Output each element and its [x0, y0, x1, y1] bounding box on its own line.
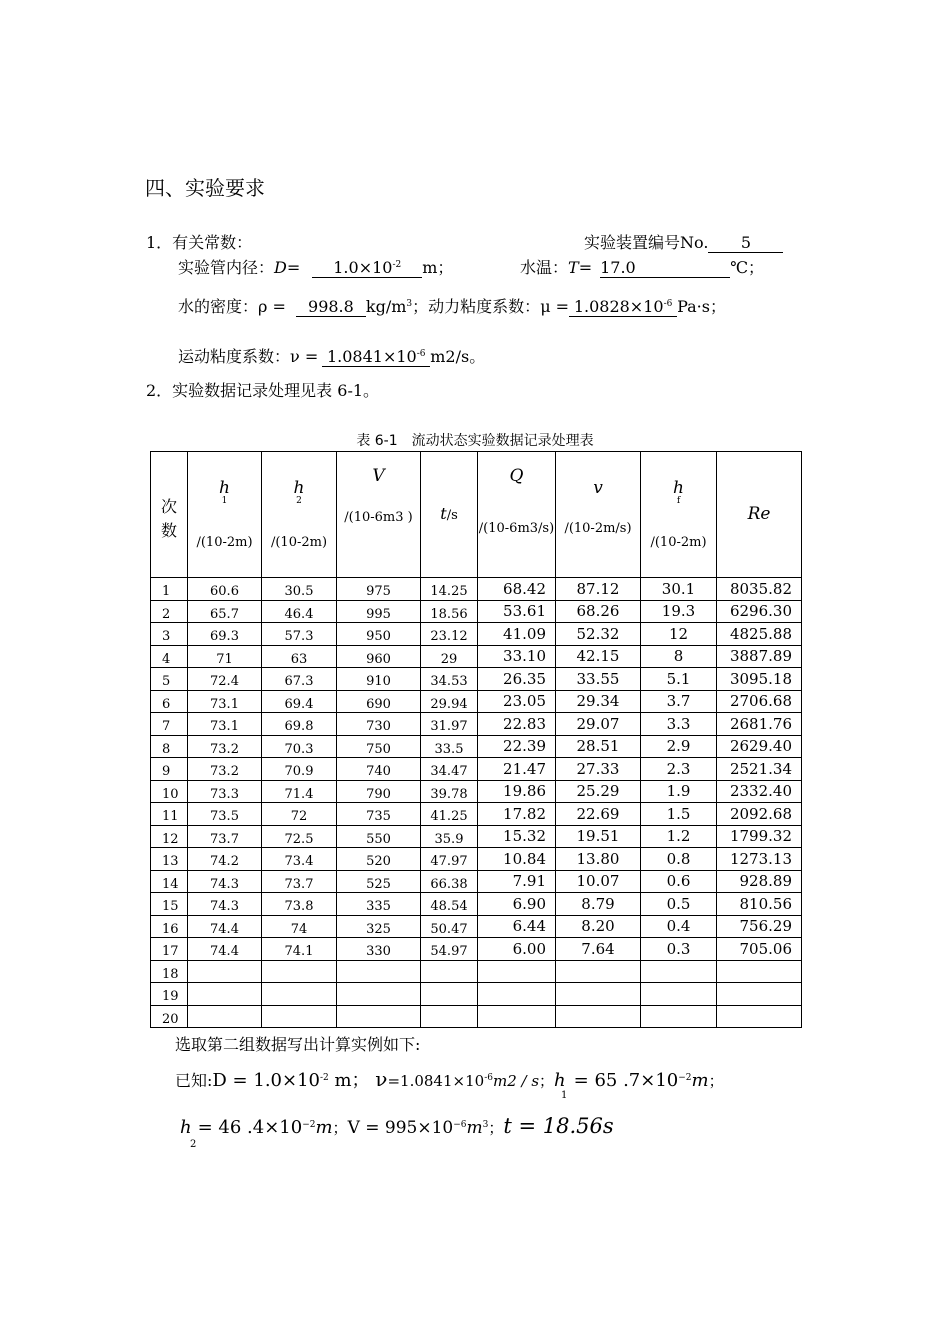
cell-head-loss: 8 — [641, 645, 717, 668]
cell-flow-rate: 7.91 — [478, 870, 556, 893]
table-row — [151, 983, 802, 1006]
cell-reynolds: 756.29 — [717, 915, 802, 938]
cell-velocity: 68.26 — [556, 600, 641, 623]
cell-volume — [337, 960, 421, 983]
T-unit: ℃； — [730, 258, 764, 277]
nu-value: $1.0841\times 10^{-6}$ — [322, 345, 430, 367]
cell-index: 16 — [151, 915, 188, 938]
cell-flow-rate: 6.00 — [478, 938, 556, 961]
mu-value: $1.0828\times 10^{-6}$ — [569, 295, 677, 317]
cell-reynolds: 2681.76 — [717, 713, 802, 736]
cell-h2: 67.3 — [262, 668, 337, 691]
cell-reynolds: 8035.82 — [717, 578, 802, 601]
cell-head-loss: 0.3 — [641, 938, 717, 961]
cell-volume: 960 — [337, 645, 421, 668]
cell-head-loss: 0.8 — [641, 848, 717, 871]
cell-volume: 690 — [337, 690, 421, 713]
cell-flow-rate: 21.47 — [478, 758, 556, 781]
table-row — [151, 578, 802, 601]
cell-index: 20 — [151, 1005, 188, 1028]
cell-reynolds — [717, 1005, 802, 1028]
cell-head-loss: 12 — [641, 623, 717, 646]
cell-reynolds: 2092.68 — [717, 803, 802, 826]
table-row — [151, 780, 802, 803]
cell-time: 48.54 — [421, 893, 478, 916]
cell-head-loss: 3.7 — [641, 690, 717, 713]
cell-velocity — [556, 1005, 641, 1028]
known-values-line — [175, 1066, 724, 1101]
cell-h1: 69.3 — [188, 623, 262, 646]
cell-reynolds — [717, 960, 802, 983]
cell-index: 1 — [151, 578, 188, 601]
cell-reynolds: 6296.30 — [717, 600, 802, 623]
cell-velocity: 33.55 — [556, 668, 641, 691]
rho-value: 998.8 — [296, 298, 366, 317]
cell-time: 31.97 — [421, 713, 478, 736]
cell-h2 — [262, 1005, 337, 1028]
calc-separator: ； — [539, 1072, 555, 1090]
cell-index: 5 — [151, 668, 188, 691]
cell-volume: 520 — [337, 848, 421, 871]
cell-h1: 65.7 — [188, 600, 262, 623]
cell-index: 17 — [151, 938, 188, 961]
cell-h2: 72.5 — [262, 825, 337, 848]
known-values-line-2 — [180, 1114, 614, 1150]
cell-reynolds: 928.89 — [717, 870, 802, 893]
cell-head-loss: 1.9 — [641, 780, 717, 803]
cell-index: 11 — [151, 803, 188, 826]
cell-flow-rate: 15.32 — [478, 825, 556, 848]
T-symbol: T= — [568, 258, 593, 277]
cell-time: 29 — [421, 645, 478, 668]
cell-h2: 74.1 — [262, 938, 337, 961]
cell-flow-rate: 26.35 — [478, 668, 556, 691]
cell-volume: 995 — [337, 600, 421, 623]
cell-h1 — [188, 983, 262, 1006]
cell-volume: 790 — [337, 780, 421, 803]
data-reference-line: 2．实验数据记录处理见表 6-1。 — [146, 381, 380, 400]
calc-D: $D = 1.0\times 10^{-2}$ m； — [212, 1070, 370, 1091]
cell-flow-rate: 10.84 — [478, 848, 556, 871]
cell-h2: 63 — [262, 645, 337, 668]
cell-velocity: 22.69 — [556, 803, 641, 826]
cell-volume: 550 — [337, 825, 421, 848]
density-line — [178, 294, 726, 317]
cell-h1: 73.2 — [188, 758, 262, 781]
device-label: 实验装置编号No. — [584, 233, 709, 252]
calc-nu: $=1.0841\times 10^{-6}m2 / s$ — [387, 1072, 540, 1090]
table-row — [151, 825, 802, 848]
cell-reynolds: 705.06 — [717, 938, 802, 961]
table-row — [151, 645, 802, 668]
cell-flow-rate: 23.05 — [478, 690, 556, 713]
cell-time: 66.38 — [421, 870, 478, 893]
table-row — [151, 870, 802, 893]
cell-index: 7 — [151, 713, 188, 736]
header-velocity: v /(10-2m/s) — [556, 452, 641, 578]
known-label: 已知: — [175, 1071, 213, 1090]
cell-velocity: 19.51 — [556, 825, 641, 848]
cell-flow-rate: 22.83 — [478, 713, 556, 736]
cell-flow-rate — [478, 983, 556, 1006]
table-row — [151, 600, 802, 623]
cell-time: 34.53 — [421, 668, 478, 691]
cell-flow-rate: 22.39 — [478, 735, 556, 758]
cell-reynolds: 2521.34 — [717, 758, 802, 781]
table-row — [151, 960, 802, 983]
cell-time: 39.78 — [421, 780, 478, 803]
cell-h2: 73.7 — [262, 870, 337, 893]
cell-reynolds: 2706.68 — [717, 690, 802, 713]
cell-velocity: 28.51 — [556, 735, 641, 758]
header-volume: V /(10-6m3 ) — [337, 452, 421, 578]
cell-h2: 73.4 — [262, 848, 337, 871]
cell-time: 47.97 — [421, 848, 478, 871]
calc-h1: h 1 = 65 $.7\times 10^{-2}m$ — [554, 1070, 709, 1101]
cell-h2 — [262, 983, 337, 1006]
section-heading: 四、实验要求 — [145, 176, 265, 200]
table-row — [151, 1005, 802, 1028]
cell-reynolds: 3887.89 — [717, 645, 802, 668]
cell-velocity: 8.20 — [556, 915, 641, 938]
cell-head-loss: 5.1 — [641, 668, 717, 691]
cell-head-loss: 1.5 — [641, 803, 717, 826]
cell-h1: 73.1 — [188, 713, 262, 736]
table-row — [151, 893, 802, 916]
header-time: t/s — [421, 452, 478, 578]
cell-volume: 330 — [337, 938, 421, 961]
cell-head-loss: 0.6 — [641, 870, 717, 893]
cell-h1: 71 — [188, 645, 262, 668]
cell-h2: 72 — [262, 803, 337, 826]
cell-h2: 73.8 — [262, 893, 337, 916]
table-row — [151, 803, 802, 826]
pipe-diameter-label: 实验管内径： — [178, 258, 275, 277]
cell-flow-rate: 33.10 — [478, 645, 556, 668]
cell-time: 34.47 — [421, 758, 478, 781]
cell-head-loss: 19.3 — [641, 600, 717, 623]
cell-time: 18.56 — [421, 600, 478, 623]
cell-velocity — [556, 960, 641, 983]
cell-h1: 74.4 — [188, 915, 262, 938]
calc-h2: h 2 = 46 $.4\times 10^{-2}m$ — [180, 1117, 333, 1150]
cell-volume — [337, 1005, 421, 1028]
device-number-value: 5 — [708, 234, 783, 253]
cell-h2: 74 — [262, 915, 337, 938]
cell-flow-rate: 41.09 — [478, 623, 556, 646]
cell-volume: 950 — [337, 623, 421, 646]
cell-velocity: 10.07 — [556, 870, 641, 893]
cell-velocity: 13.80 — [556, 848, 641, 871]
cell-h1: 73.1 — [188, 690, 262, 713]
cell-index: 18 — [151, 960, 188, 983]
cell-h2: 46.4 — [262, 600, 337, 623]
calc-V: $V = 995\times 10^{-6}m^3$ — [347, 1118, 489, 1138]
viscosity-label: 动力粘度系数： — [428, 297, 541, 316]
cell-volume: 335 — [337, 893, 421, 916]
cell-volume: 910 — [337, 668, 421, 691]
cell-volume: 740 — [337, 758, 421, 781]
kinematic-label: 运动粘度系数： — [178, 347, 291, 366]
cell-index: 14 — [151, 870, 188, 893]
cell-velocity: 27.33 — [556, 758, 641, 781]
cell-time — [421, 960, 478, 983]
cell-time: 54.97 — [421, 938, 478, 961]
cell-index: 8 — [151, 735, 188, 758]
cell-head-loss: 1.2 — [641, 825, 717, 848]
cell-velocity: 52.32 — [556, 623, 641, 646]
cell-h1: 72.4 — [188, 668, 262, 691]
cell-reynolds: 810.56 — [717, 893, 802, 916]
rho-symbol: ρ = — [258, 297, 286, 316]
cell-volume: 975 — [337, 578, 421, 601]
cell-index: 12 — [151, 825, 188, 848]
cell-index: 13 — [151, 848, 188, 871]
table-row — [151, 848, 802, 871]
cell-h1 — [188, 1005, 262, 1028]
cell-h2: 70.3 — [262, 735, 337, 758]
header-head-loss: h f /(10-2m) — [641, 452, 717, 578]
cell-h1: 74.2 — [188, 848, 262, 871]
cell-head-loss — [641, 960, 717, 983]
table-row — [151, 938, 802, 961]
cell-flow-rate: 53.61 — [478, 600, 556, 623]
cell-index: 2 — [151, 600, 188, 623]
header-flow-rate: Q /(10-6m3/s) — [478, 452, 556, 578]
cell-volume: 735 — [337, 803, 421, 826]
cell-time: 50.47 — [421, 915, 478, 938]
header-index: 次 数 — [151, 452, 188, 578]
cell-time: 23.12 — [421, 623, 478, 646]
table-row — [151, 758, 802, 781]
cell-head-loss: 30.1 — [641, 578, 717, 601]
cell-h1 — [188, 960, 262, 983]
calc-separator: ； — [708, 1072, 724, 1090]
table-row — [151, 713, 802, 736]
calc-nu-symbol: ν — [375, 1067, 388, 1091]
cell-volume — [337, 983, 421, 1006]
cell-h2: 30.5 — [262, 578, 337, 601]
table-row — [151, 735, 802, 758]
water-temp-line — [520, 255, 764, 278]
cell-head-loss: 2.9 — [641, 735, 717, 758]
cell-h1: 74.3 — [188, 893, 262, 916]
cell-reynolds: 1273.13 — [717, 848, 802, 871]
table-caption: 表 6-1 流动状态实验数据记录处理表 — [356, 433, 594, 449]
cell-time — [421, 983, 478, 1006]
cell-reynolds — [717, 983, 802, 1006]
header-h1: h 1 /(10-2m) — [188, 452, 262, 578]
D-value: $1.0\times 10^{-2}$ — [312, 256, 422, 278]
cell-h1: 73.7 — [188, 825, 262, 848]
cell-h2: 69.8 — [262, 713, 337, 736]
cell-velocity: 7.64 — [556, 938, 641, 961]
cell-time: 33.5 — [421, 735, 478, 758]
cell-h1: 60.6 — [188, 578, 262, 601]
cell-index: 19 — [151, 983, 188, 1006]
cell-time: 41.25 — [421, 803, 478, 826]
D-symbol: D= — [274, 258, 301, 277]
cell-velocity: 29.34 — [556, 690, 641, 713]
calc-separator: ； — [332, 1119, 348, 1137]
cell-head-loss: 0.5 — [641, 893, 717, 916]
cell-reynolds: 2332.40 — [717, 780, 802, 803]
cell-h1: 73.5 — [188, 803, 262, 826]
cell-h2 — [262, 960, 337, 983]
cell-flow-rate: 6.90 — [478, 893, 556, 916]
water-temp-label: 水温： — [520, 258, 569, 277]
cell-flow-rate: 6.44 — [478, 915, 556, 938]
cell-velocity: 87.12 — [556, 578, 641, 601]
cell-reynolds: 3095.18 — [717, 668, 802, 691]
cell-index: 4 — [151, 645, 188, 668]
device-number — [584, 230, 783, 253]
cell-reynolds: 1799.32 — [717, 825, 802, 848]
cell-h1: 73.3 — [188, 780, 262, 803]
nu-unit: m2/s。 — [430, 347, 486, 366]
cell-time: 29.94 — [421, 690, 478, 713]
cell-h2: 69.4 — [262, 690, 337, 713]
cell-volume: 750 — [337, 735, 421, 758]
cell-reynolds: 2629.40 — [717, 735, 802, 758]
calc-t: t = 18.56s — [503, 1114, 614, 1138]
cell-flow-rate: 68.42 — [478, 578, 556, 601]
cell-head-loss: 3.3 — [641, 713, 717, 736]
nu-symbol: ν = — [290, 347, 319, 366]
cell-flow-rate — [478, 1005, 556, 1028]
T-value: 17.0 — [600, 259, 730, 278]
cell-index: 3 — [151, 623, 188, 646]
cell-h1: 74.3 — [188, 870, 262, 893]
cell-index: 9 — [151, 758, 188, 781]
cell-head-loss — [641, 1005, 717, 1028]
cell-time: 14.25 — [421, 578, 478, 601]
cell-velocity — [556, 983, 641, 1006]
cell-head-loss: 0.4 — [641, 915, 717, 938]
table-header-row — [151, 452, 802, 578]
density-label: 水的密度： — [178, 297, 259, 316]
cell-flow-rate — [478, 960, 556, 983]
cell-h1: 73.2 — [188, 735, 262, 758]
calc-separator: ； — [488, 1119, 504, 1137]
cell-h2: 57.3 — [262, 623, 337, 646]
cell-flow-rate: 17.82 — [478, 803, 556, 826]
cell-h1: 74.4 — [188, 938, 262, 961]
cell-index: 6 — [151, 690, 188, 713]
header-reynolds: Re — [717, 452, 802, 578]
table-row — [151, 623, 802, 646]
table-row — [151, 690, 802, 713]
table-row — [151, 668, 802, 691]
cell-head-loss — [641, 983, 717, 1006]
rho-unit: $kg/m^3$； — [365, 297, 429, 316]
cell-velocity: 8.79 — [556, 893, 641, 916]
kinematic-viscosity-line — [178, 344, 485, 367]
mu-unit: Pa·s； — [677, 297, 726, 316]
cell-time: 35.9 — [421, 825, 478, 848]
mu-symbol: μ = — [540, 297, 570, 316]
cell-time — [421, 1005, 478, 1028]
cell-h2: 71.4 — [262, 780, 337, 803]
cell-velocity: 25.29 — [556, 780, 641, 803]
constants-label: 1．有关常数： — [146, 233, 253, 252]
header-h2: h 2 /(10-2m) — [262, 452, 337, 578]
cell-head-loss: 2.3 — [641, 758, 717, 781]
cell-index: 10 — [151, 780, 188, 803]
D-unit: m； — [422, 258, 454, 277]
data-table — [150, 451, 802, 1028]
cell-reynolds: 4825.88 — [717, 623, 802, 646]
cell-volume: 730 — [337, 713, 421, 736]
calc-intro: 选取第二组数据写出计算实例如下: — [175, 1035, 421, 1054]
table-row — [151, 915, 802, 938]
cell-volume: 525 — [337, 870, 421, 893]
pipe-diameter-line — [178, 255, 453, 278]
cell-h2: 70.9 — [262, 758, 337, 781]
cell-flow-rate: 19.86 — [478, 780, 556, 803]
cell-index: 15 — [151, 893, 188, 916]
cell-velocity: 29.07 — [556, 713, 641, 736]
cell-volume: 325 — [337, 915, 421, 938]
cell-velocity: 42.15 — [556, 645, 641, 668]
